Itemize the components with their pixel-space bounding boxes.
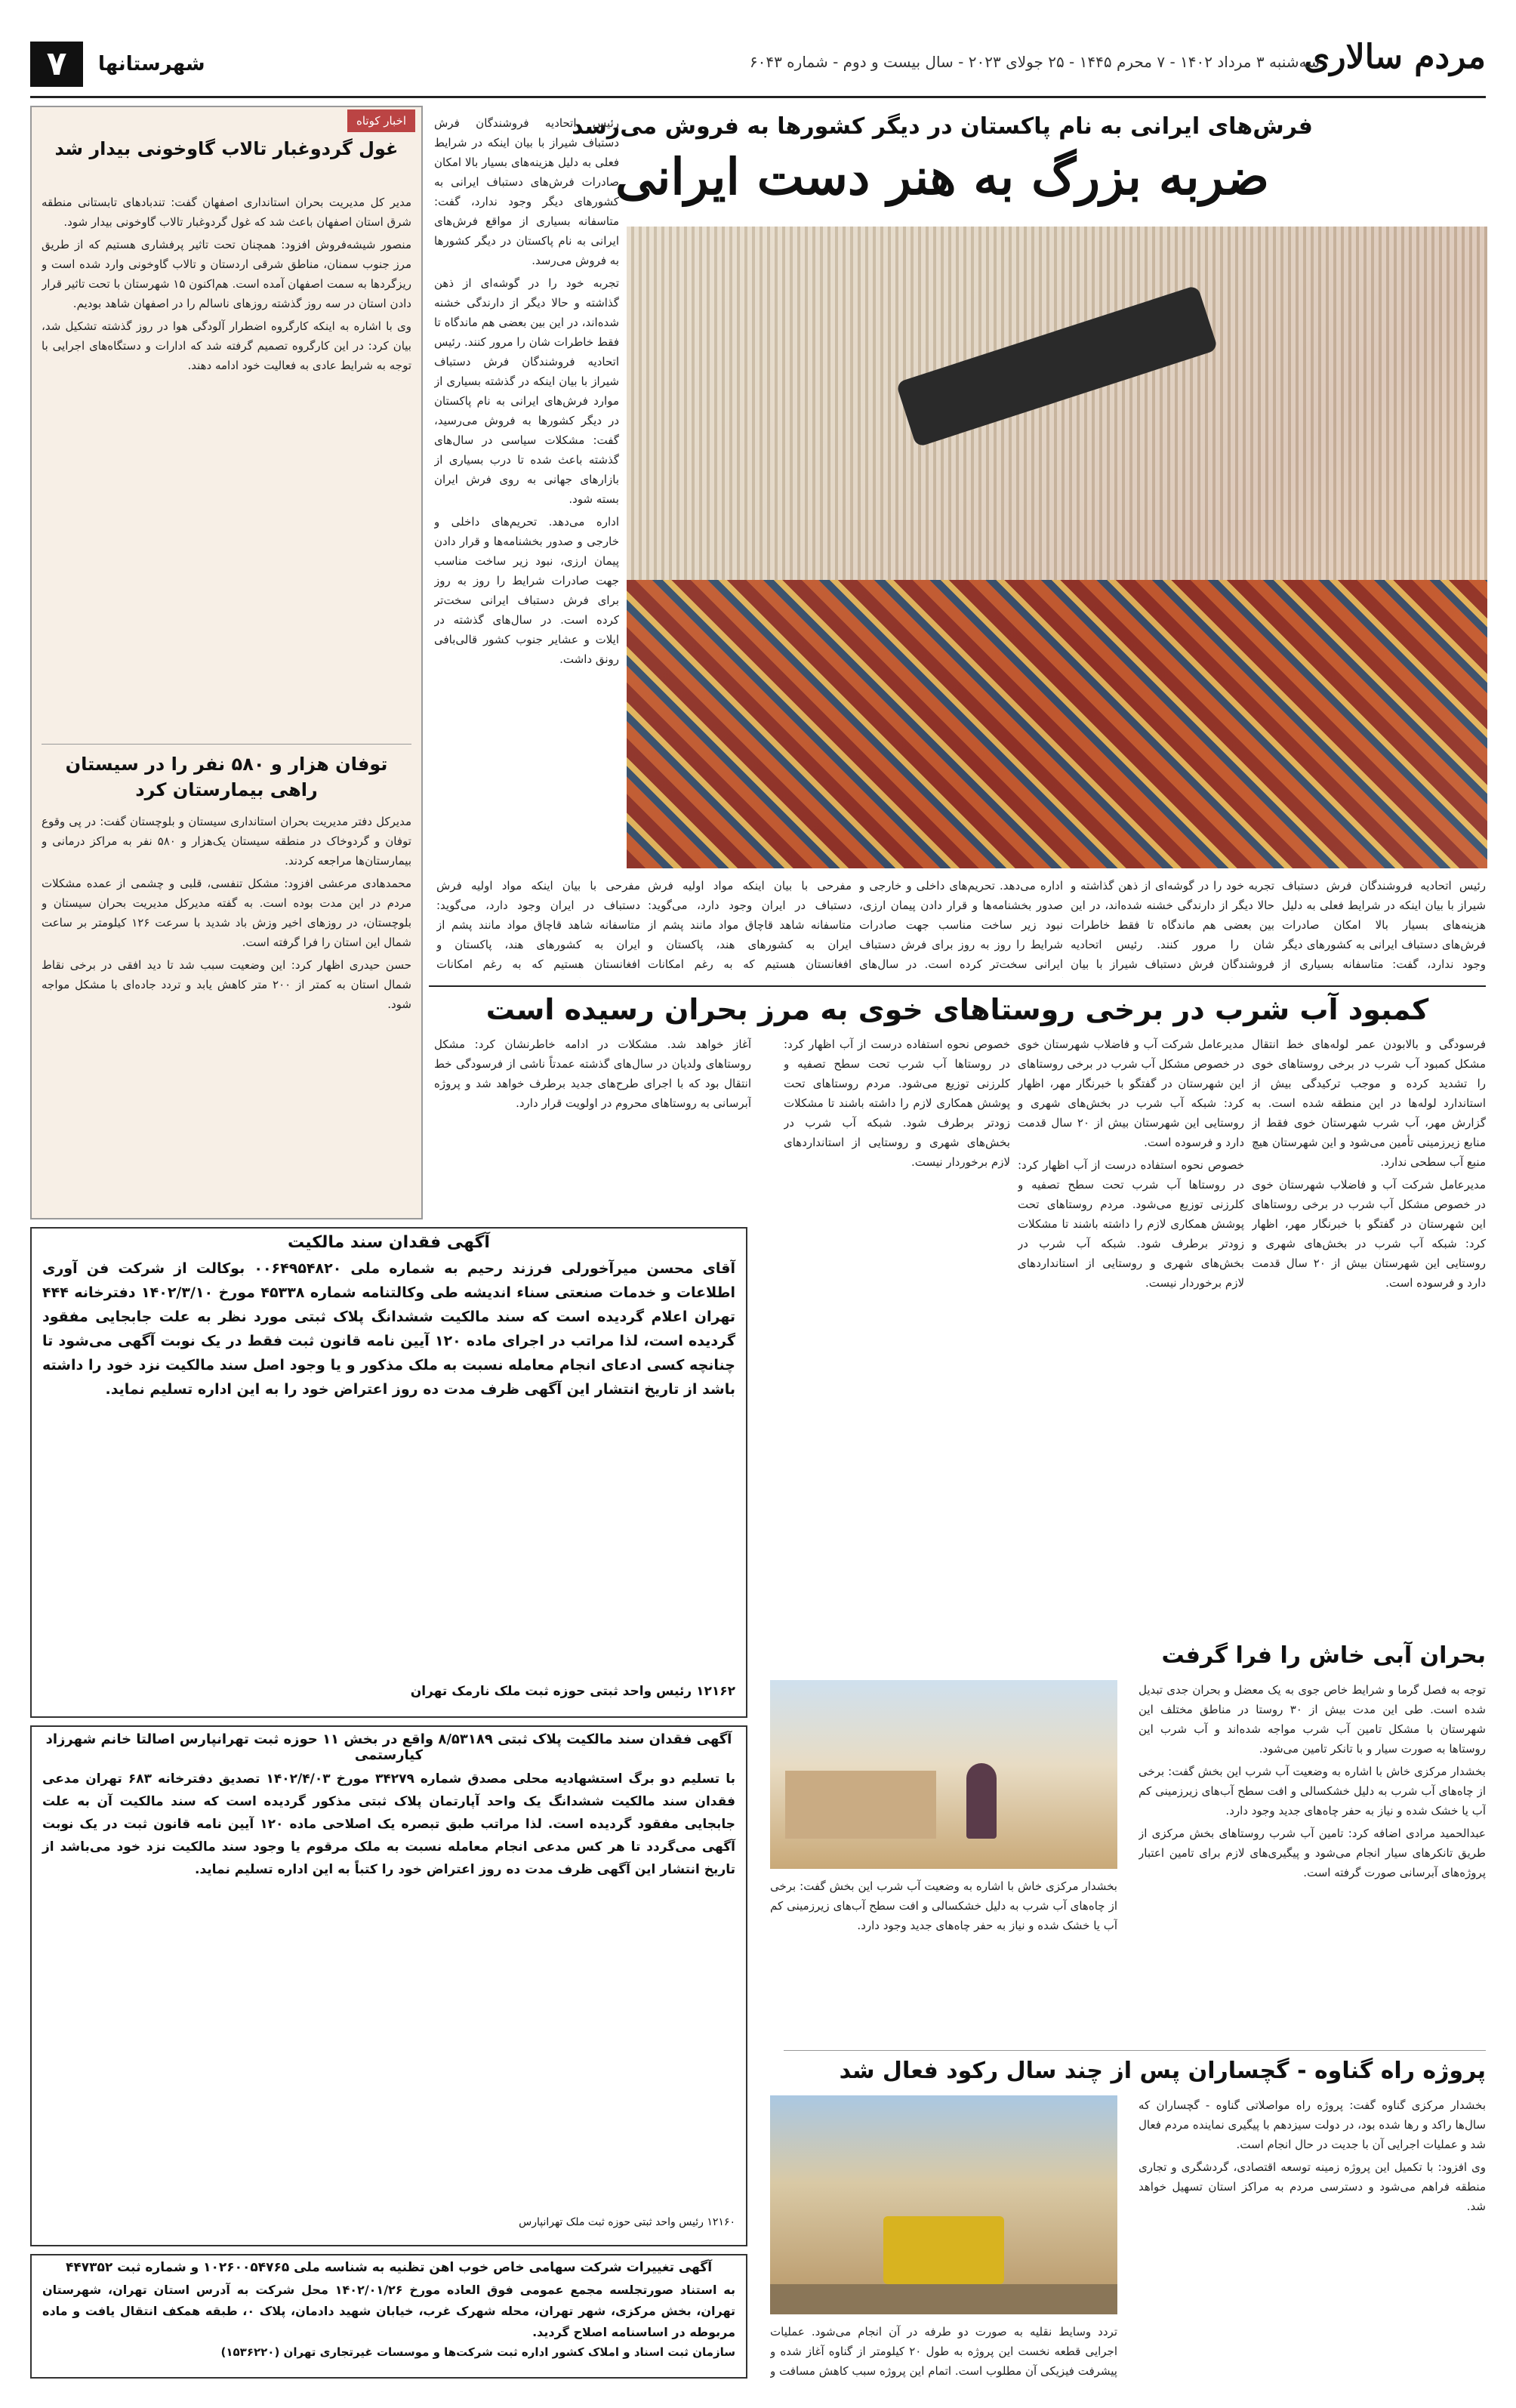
khash-body xyxy=(1139,1680,1486,2043)
water-paragraph: خصوص نحوه استفاده درست از آب اظهار کرد: در روستاها آب شرب تحت سطح تصفیه و کلرزنی توزیع می‌شود. مردم روستاهای تحت پوشش همکاری لازم را داشته باشند تا مشکلات زودتر برطرف شود. شبکه آب شرب در بخش‌های شهری و روستایی از استانداردهای لازم برخوردار نیست. xyxy=(1018,1158,1244,1290)
water-column-2 xyxy=(1018,1034,1244,1623)
sidebar-story1-title: غول گردوغبار تالاب گاوخونی بیدار شد xyxy=(54,138,399,159)
notice-body: به استناد صورتجلسه مجمع عمومی فوق العاده مورخ ۱۴۰۲/۰۱/۲۶ محل شرکت به آدرس استان تهران، شهرستان تهران، بخش مرکزی، شهر تهران، محله شهرک غرب، خیابان شهید دادمان، پلاک ۰، طبقه همکف انتقال یافت و ماده مربوطه در اساسنامه اصلاح گردید. xyxy=(42,2283,736,2339)
khash-village-photo xyxy=(770,1680,1117,1869)
sidebar-paragraph: محمدهادی مرعشی افزود: مشکل تنفسی، قلبی و چشمی از عمده مشکلات مردم در این مدت بوده است. به گفته مدیرکل مدیریت بحران سیستان و بلوچستان، در روزهای اخیر وزش باد شدید با سرعت ۱۲۶ کیلومتر بر ساعت شمال این استان را فرا گرفته است. xyxy=(42,877,411,949)
sidebar-story1-body xyxy=(42,193,411,736)
water-paragraph: مدیرعامل شرکت آب و فاضلاب شهرستان خوی در خصوص مشکل آب شرب در برخی روستاهای این شهرستان در گفتگو با خبرنگار مهر، اظهار کرد: شبکه آب شرب در بخش‌های شهری و روستایی این شهرستان بیش از ۲۰ سال قدمت دارد و فرسوده است. xyxy=(1252,1178,1486,1290)
lead-paragraph: مفرحی با بیان اینکه مواد اولیه فرش دستباف در ایران وجود دارد، می‌گوید: متاسفانه شاهد قاچاق مواد مانند پشم از ایران به کشورهای هند، پاکستان و افغانستان هستیم که به رغم امکانات xyxy=(436,879,640,971)
khash-body-2 xyxy=(770,1876,1117,2046)
water-column-3 xyxy=(784,1034,1010,1623)
lead-paragraph: تجربه خود را در گوشه‌ای از ذهن گذاشته و حالا دیگر از دارندگی خشنه شده‌اند، در این بین بعضی هم ماندگاه تا فقط خاطرات شان را مرور کنند. رئیس اتحادیه فروشندگان فرش دستباف شیراز با بیان xyxy=(1071,879,1274,971)
lead-paragraph: تجربه خود را در گوشه‌ای از ذهن گذاشته و حالا دیگر از دارندگی خشنه شده‌اند، در این بین بعضی هم ماندگاه تا فقط خاطرات شان را مرور کنند. رئیس اتحادیه فروشندگان فرش دستباف شیراز با بیان اینکه در گذشته بسیاری از موارد فرش‌های ایرانی به نام پاکستان در دیگر کشورها به فروش می‌رسید، گفت: مشکلات سیاسی در سال‌های گذشته باعث شده تا درب بسیاری از بازارهای جهانی به روی فرش ایران بسته شود. xyxy=(434,276,619,506)
notice-signature: ۱۲۱۶۲ رئیس واحد ثبتی حوزه ثبت ملک نارمک تهران xyxy=(410,1684,735,1699)
lead-paragraph: رئیس اتحادیه فروشندگان فرش دستباف شیراز با بیان اینکه در شرایط فعلی به دلیل هزینه‌های بسیار بالا امکان صادرات فرش‌های دستباف ایرانی به کشورهای دیگر وجود ندارد، گفت: متاسفانه بسیاری از xyxy=(1282,879,1486,971)
sidebar-divider xyxy=(42,744,411,745)
lead-column-2 xyxy=(1071,876,1274,978)
mud-wall xyxy=(785,1771,936,1839)
road-divider xyxy=(784,2050,1486,2051)
lead-column-3 xyxy=(859,876,1063,978)
sidebar-paragraph: مدیرکل دفتر مدیریت بحران استانداری سیستان و بلوچستان گفت: در پی وقوع توفان و گردوخاک در منطقه سیستان یک‌هزار و ۵۸۰ نفر به مراکز درمانی و بیمارستان‌ها مراجعه کردند. xyxy=(42,815,411,868)
water-paragraph: فرسودگی و بالابودن عمر لوله‌های خط انتقال مشکل کمبود آب شرب در برخی روستاهای خوی را تشدید کرده و موجب ترکیدگی بیش از استاندارد لوله‌ها در این منطقه شده است. به گزارش مهر، آب شرب شهرستان خوی فقط از منابع زیرزمینی تأمین می‌شود و این شهرستان هیچ منبع آب سطحی ندارد. xyxy=(1252,1038,1486,1169)
notice-body: با تسلیم دو برگ استشهادیه محلی مصدق شماره ۳۴۲۷۹ مورخ ۱۴۰۲/۴/۰۳ تصدیق دفترخانه ۶۸۳ تهران مدعی فقدان سند مالکیت ششدانگ یک واحد آپارتمان پلاک ثبتی مذکور گردیده است که سند مالکیت آن به علت جابجایی مفقود گردیده است. لذا مراتب طبق تبصره یک اصلاحی ماده ۱۲۰ آیین نامه قانون ثبت در یک نوبت آگهی می‌گردد تا هر کس مدعی انجام معامله نسبت به ملک مرقوم یا وجود سند مالکیت نزد خود می‌باشد از تاریخ انتشار این آگهی ظرف مدت ده روز اعتراض خود را کتباً به این اداره تسلیم نماید. xyxy=(42,1771,736,1877)
lead-column-5 xyxy=(436,876,640,978)
road-construction-photo xyxy=(770,2095,1117,2314)
sidebar-story2-title: توفان هزار و ۵۸۰ نفر را در سیستان راهی بیمارستان کرد xyxy=(65,754,388,800)
carpet-weaving-photo xyxy=(627,227,1487,868)
notice-title: آگهی فقدان سند مالکیت xyxy=(288,1233,490,1252)
lead-paragraph: اداره می‌دهد. تحریم‌های داخلی و خارجی و صدور بخشنامه‌ها و قرار دادن پیمان ارزی، نبود زیر ساخت مناسب جهت صادرات شرایط را روز به روز برای فرش دستباف ایرانی سخت‌تر کرده است. در سال‌های گذشته در ایلات و عشایر جنوب کشور قالی‌بافی رونق داشت. xyxy=(434,515,619,666)
notice-signature: ۱۲۱۶۰ رئیس واحد ثبتی حوزه ثبت ملک تهرانپارس xyxy=(519,2216,735,2228)
water-paragraph: آغاز خواهد شد. مشکلات در ادامه خاطرنشان کرد: مشکل روستاهای ولدیان در سال‌های گذشته عمدتاً ناشی از فرسودگی خط انتقال بود که با اجرای طرح‌های جدید برطرف خواهد شد و پروژه آبرسانی به روستاهای محروم در اولویت قرار دارد. xyxy=(434,1038,751,1110)
loom-warp-threads xyxy=(627,227,1487,580)
khash-paragraph: عبدالحمید مرادی اضافه کرد: تامین آب شرب روستاهای بخش مرکزی از طریق تانکرهای سیار انجام می‌شود و پیگیری‌های لازم برای تامین اعتبار پروژه‌های آبرسانی صورت گرفته است. xyxy=(1139,1827,1486,1879)
lead-column-left xyxy=(434,113,619,868)
legal-notice-2 xyxy=(30,1725,747,2246)
notice-body: آقای محسن میرآخورلی فرزند رحیم به شماره ملی ۰۰۶۴۹۵۴۸۲۰ بوکالت از شرکت فن آوری اطلاعات و خدمات صنعتی سناء اندیشه طی وکالتنامه شماره ۴۵۳۳۸ مورخ ۱۴۰۲/۳/۱۰ دفترخانه ۴۴۴ تهران اعلام گردیده است که سند مالکیت ششدانگ پلاک ثبتی مورد نظر به علت جابجایی مفقود گردیده است، لذا مراتب در اجرای ماده ۱۲۰ آیین نامه قانون ثبت فقط در یک نوبت آگهی می‌شود تا چنانچه کسی ادعای انجام معامله نسبت به ملک مذکور و یا وجود اصل سند مالکیت نزد خود را داشته باشد از تاریخ انتشار این آگهی ظرف مدت ده روز اعتراض خود را به این اداره تسلیم نماید. xyxy=(42,1260,736,1398)
dateline: سه‌شنبه ۳ مرداد ۱۴۰۲ - ۷ محرم ۱۴۴۵ - ۲۵ جولای ۲۰۲۳ - سال بیست و دوم - شماره ۶۰۴۳ xyxy=(749,53,1320,71)
lead-kicker: فرش‌های ایرانی به نام پاکستان در دیگر کشورها به فروش می‌رسد xyxy=(572,113,1313,140)
water-column-4 xyxy=(434,1034,751,1212)
masthead xyxy=(30,30,1486,98)
water-column-1 xyxy=(1252,1034,1486,1623)
legal-notice-3 xyxy=(30,2254,747,2379)
sidebar-story2-body xyxy=(42,812,411,1212)
villager-figure xyxy=(966,1763,997,1839)
sidebar-paragraph: مدیر کل مدیریت بحران استانداری اصفهان گفت: تندبادهای تابستانی منطقه شرق استان اصفهان باعث شد که غول گردوغبار تالاب گاوخونی بیدار شود. xyxy=(42,196,411,229)
rug-pattern xyxy=(627,580,1487,869)
lead-paragraph: رئیس اتحادیه فروشندگان فرش دستباف شیراز با بیان اینکه در شرایط فعلی به دلیل هزینه‌های بسیار بالا امکان صادرات فرش‌های دستباف ایرانی به کشورهای دیگر وجود ندارد، گفت: متاسفانه بسیاری از مواقع فرش‌های ایرانی به نام پاکستان در دیگر کشورها به فروش می‌رسد. xyxy=(434,116,619,267)
water-paragraph: مدیرعامل شرکت آب و فاضلاب شهرستان خوی در خصوص مشکل آب شرب در برخی روستاهای این شهرستان در گفتگو با خبرنگار مهر، اظهار کرد: شبکه آب شرب در بخش‌های شهری و روستایی این شهرستان بیش از ۲۰ سال قدمت دارد و فرسوده است. xyxy=(1018,1038,1244,1149)
notice-signature: سازمان ثبت اسناد و املاک کشور اداره ثبت شرکت‌ها و موسسات غیرتجاری تهران (۱۵۳۶۲۲۰) xyxy=(220,2345,735,2359)
lead-paragraph: اداره می‌دهد. تحریم‌های داخلی و خارجی و صدور بخشنامه‌ها و قرار دادن پیمان ارزی، نبود زیر ساخت مناسب جهت صادرات شرایط را روز به روز برای فرش دستباف ایرانی سخت‌تر کرده است. در سال‌های xyxy=(859,879,1063,971)
lead-headline: ضربه بزرگ به هنر دست ایرانی xyxy=(615,147,1270,206)
short-news-label: اخبار کوتاه xyxy=(347,109,415,132)
dirt-road xyxy=(770,2284,1117,2314)
notice-title: آگهی تغییرات شرکت سهامی خاص خوب اهن تظنیه به شناسه ملی ۱۰۲۶۰۰۵۴۷۶۵ و شماره ثبت ۴۴۷۳۵۲ xyxy=(65,2260,713,2275)
khash-paragraph: بخشدار مرکزی خاش با اشاره به وضعیت آب شرب این بخش گفت: برخی از چاه‌های آب شرب به دلیل خشکسالی و افت سطح آب‌های زیرزمینی کم آب یا خشک شده و نیاز به حفر چاه‌های جدید وجود دارد. xyxy=(770,1879,1117,1932)
page-number: ۷ xyxy=(30,42,83,87)
khash-paragraph: بخشدار مرکزی خاش با اشاره به وضعیت آب شرب این بخش گفت: برخی از چاه‌های آب شرب به دلیل خشکسالی و افت سطح آب‌های زیرزمینی کم آب یا خشک شده و نیاز به حفر چاه‌های جدید وجود دارد. xyxy=(1139,1765,1486,1818)
road-paragraph: وی افزود: با تکمیل این پروژه زمینه توسعه اقتصادی، گردشگری و تجاری منطقه فراهم می‌شود و دسترسی مردم به مراکز استان تسهیل خواهد شد. xyxy=(1139,2160,1486,2213)
section-title: شهرستانها xyxy=(98,53,205,76)
wheel-loader xyxy=(883,2216,1004,2284)
road-paragraph: بخشدار مرکزی گناوه گفت: پروژه راه مواصلاتی گناوه - گچساران که سال‌ها راکد و رها شده بود، در دولت سیزدهم با پیگیری نماینده مردم فعال شد و عملیات اجرایی آن با جدیت در حال انجام است. xyxy=(1139,2098,1486,2151)
road-body-2 xyxy=(770,2322,1117,2382)
road-body xyxy=(1139,2095,1486,2382)
notice-title: آگهی فقدان سند مالکیت پلاک ثبتی ۸/۵۳۱۸۹ واقع در بخش ۱۱ حوزه ثبت تهرانپارس اصالتا خانم شهرزاد کیارستمی xyxy=(45,1731,732,1763)
legal-notice-1 xyxy=(30,1227,747,1718)
road-paragraph: تردد وسایط نقلیه به صورت دو طرفه در آن انجام می‌شود. عملیات اجرایی قطعه نخست این پروژه به طول ۲۰ کیلومتر از گناوه آغاز شده و پیشرفت فیزیکی آن مطلوب است. اتمام این پروژه سبب کاهش مسافت و xyxy=(770,2325,1117,2378)
lead-column-4 xyxy=(648,876,852,978)
khash-paragraph: توجه به فصل گرما و شرایط خاص جوی به یک معضل و بحران جدی تبدیل شده است. طی این مدت بیش از ۳۰ روستا در مناطق مختلف این شهرستان با مشکل تامین آب شرب مواجه شده‌اند و آب شرب این روستاها به صورت سیار و با تانکر تامین می‌شود. xyxy=(1139,1683,1486,1756)
sidebar-paragraph: منصور شیشه‌فروش افزود: همچنان تحت تاثیر پرفشاری هستیم که از طریق مرز جنوب سمنان، مناطق شرقی اردستان و تالاب گاوخونی وارد شده است و ریزگردها به سمت اصفهان آمده است. هم‌اکنون ۱۵ شهرستان با تحت تاثیر قرار دادن استان در سه روز گذشته روزهای ناسالم را در اصفهان شاهد بودیم. xyxy=(42,238,411,310)
water-paragraph: خصوص نحوه استفاده درست از آب اظهار کرد: در روستاها آب شرب تحت سطح تصفیه و کلرزنی توزیع می‌شود. مردم روستاهای تحت پوشش همکاری لازم را داشته باشند تا مشکلات زودتر برطرف شود. شبکه آب شرب در بخش‌های شهری و روستایی از استانداردهای لازم برخوردار نیست. xyxy=(784,1038,1010,1169)
water-headline: کمبود آب شرب در برخی روستاهای خوی به مرز بحران رسیده است xyxy=(429,985,1486,1026)
lead-column-1 xyxy=(1282,876,1486,978)
lead-paragraph: مفرحی با بیان اینکه مواد اولیه فرش دستباف در ایران وجود دارد، می‌گوید: متاسفانه شاهد قاچاق مواد مانند پشم از ایران به کشورهای هند، پاکستان و افغانستان هستیم که به رغم امکانات xyxy=(648,879,852,971)
khash-headline: بحران آبی خاش را فرا گرفت xyxy=(1161,1642,1486,1669)
sidebar-paragraph: حسن حیدری اظهار کرد: این وضعیت سبب شد تا دید افقی در برخی نقاط شمال استان به کمتر از ۲۰۰ متر کاهش یابد و تردد جاده‌ای با مشکل مواجه شود. xyxy=(42,958,411,1011)
sidebar-paragraph: وی با اشاره به اینکه کارگروه اضطرار آلودگی هوا در روز گذشته تشکیل شد، بیان کرد: در این کارگروه تصمیم گرفته شد که ادارات و دستگاه‌های اجرایی با توجه به شرایط عادی به فعالیت خود ادامه دهند. xyxy=(42,319,411,372)
road-headline: پروژه راه گناوه - گچساران پس از چند سال رکود فعال شد xyxy=(839,2058,1486,2084)
newspaper-logo: مردم سالاری xyxy=(1303,38,1486,76)
